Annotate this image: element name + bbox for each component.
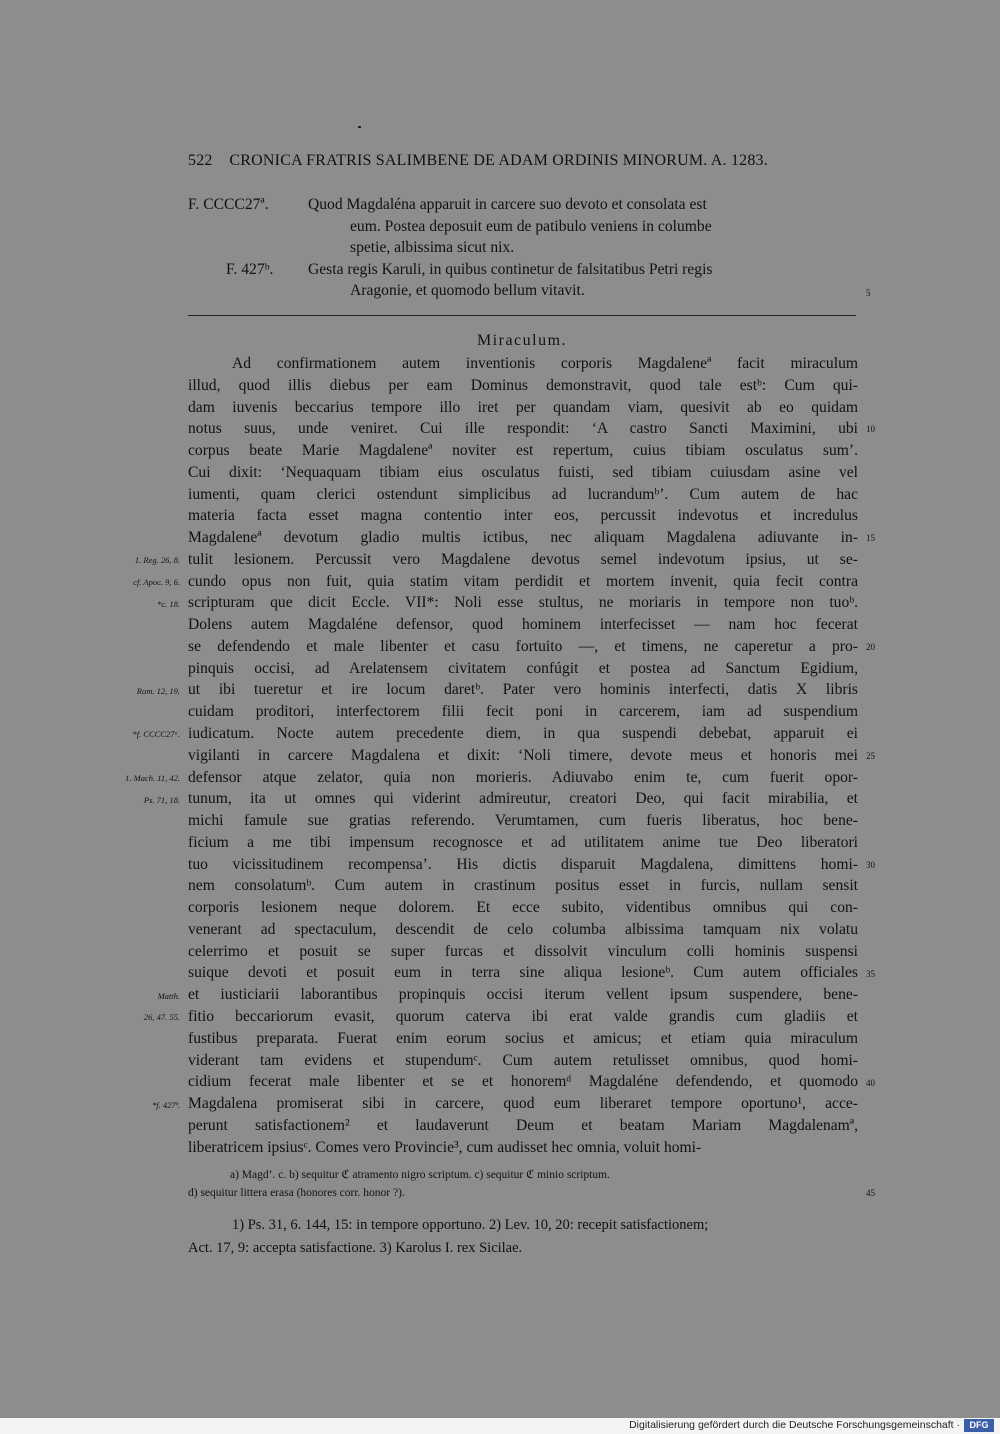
summary-entry	[188, 259, 858, 302]
line-number: 30	[866, 859, 875, 870]
marginal-reference: Matth.	[157, 990, 180, 1001]
apparatus-line: d) sequitur littera erasa (honores corr. honor ?).	[188, 1187, 405, 1199]
line-number: 45	[866, 1188, 875, 1198]
marginal-reference: Ps. 71, 18.	[143, 794, 180, 805]
text-line: Magdaleneª devotum gladio multis ictibus, nec aliquam Magdalena adiuvante in-	[188, 529, 858, 547]
text-line: tunum, ita ut omnes qui viderint admireutur, creatori Deo, qui facit mirabilia, et	[188, 790, 858, 808]
text-line: nem consolatumᵇ. Cum autem in crastinum positus esset in furcis, nullam sensit	[188, 877, 858, 895]
text-line: fitio beccariorum evasit, quorum caterva ibi erat valde grandis cum gladiis et	[188, 1007, 858, 1025]
marginal-reference: *f. CCCC27ᵃ.	[132, 729, 180, 740]
summary-line: spetie, albissima sicut nix.	[350, 239, 515, 257]
line-number: 40	[866, 1077, 875, 1088]
text-line: corpus beate Marie Magdaleneª noviter est repertum, cuius tibiam osculatus sum’.	[188, 442, 858, 460]
text-line: liberatricem ipsiusᶜ. Comes vero Provincie³, cum audisset hec omnia, voluit homi-	[188, 1138, 702, 1156]
text-line: celerrimo et posuit se super furcas et dissolvit vinculum colli hominis suspensi	[188, 942, 858, 960]
marginal-reference: cf. Apoc. 9, 6.	[133, 576, 180, 587]
dfg-logo: DFG	[964, 1419, 994, 1432]
text-line: defensor atque zelator, quia non morieris. Adiuvabo enim te, cum fuerit opor-	[188, 768, 858, 786]
text-line: illud, quod illis diebus per eam Dominus demonstravit, quod tale estᵇ: Cum qui-	[188, 376, 858, 394]
text-line: viderant tam evidens et stupendumᶜ. Cum autem retulisset omnibus, quod homi-	[188, 1051, 858, 1069]
page-number: 522	[188, 152, 213, 169]
line-number: 15	[866, 533, 875, 544]
text-line: materia facta esset magna contentio inter eos, percussit indevotus et incredulus	[188, 507, 858, 525]
summary-text	[308, 194, 858, 259]
line-number: 20	[866, 642, 875, 653]
line-number: 35	[866, 968, 875, 979]
text-line: iudicatum. Nocte autem precedente diem, in qua suspendi debebat, apparuit ei	[188, 725, 858, 743]
section-divider	[188, 315, 856, 316]
text-line: tulit lesionem. Percussit vero Magdalene devotus semel indevotum ipsius, ut se-	[188, 550, 858, 568]
summary-line: eum. Postea deposuit eum de patibulo veniens in columbe	[350, 217, 712, 235]
text-line: Cui dixit: ‘Nequaquam tibiam eius osculatus fuisti, sed tibiam cuiusdam asine vel	[188, 463, 858, 481]
text-line: Magdalena promiserat sibi in carcere, quod eum liberaret tempore oportuno¹, acce-	[188, 1095, 858, 1113]
section-title: Miraculum.	[476, 332, 568, 349]
text-line: ficium a me tibi impensum recognosce et ad utilitatem anime tue Deo liberatori	[188, 833, 858, 851]
text-line: et iusticiarii laborantibus propinquis occisi iterum vellent ipsum suspendere, bene-	[188, 986, 858, 1004]
folio-reference: F. 427ᵇ.	[226, 260, 274, 278]
summary-line: Quod Magdaléna apparuit in carcere suo devoto et consolata est	[308, 196, 707, 213]
text-line: cuidam proditori, interfectorem filii fecit poni in carcerem, iam ad suspendium	[188, 703, 858, 721]
main-text	[188, 353, 858, 1158]
running-header	[188, 152, 768, 170]
marginal-reference: *f. 427ᵇ.	[151, 1099, 180, 1110]
text-line: scripturam que dicit Eccle. VII*: Noli esse stultus, ne moriaris in tempore non tuoᵇ.	[188, 594, 858, 612]
text-line: ut ibi tueretur et ire locum daretᵇ. Pater vero hominis interfecti, datis X libris	[188, 681, 858, 699]
text-line: se defendendo et male libenter et casu fortuito —, et timens, ne caperetur a pro-	[188, 637, 858, 655]
chapter-summaries	[188, 194, 858, 302]
apparatus-line: a) Magd’. c. b) sequitur ℭ atramento nigro scriptum. c) sequitur ℭ minio scriptum.	[230, 1169, 610, 1181]
summary-line: Aragonie, et quomodo bellum vitavit.	[350, 282, 585, 300]
summary-line: Gesta regis Karuli, in quibus continetur de falsitatibus Petri regis	[308, 260, 713, 278]
textual-apparatus	[188, 1166, 858, 1202]
text-line: cundo opus non fuit, quia statim vitam perdidit et mortem invenit, quia fecit contra	[188, 572, 858, 590]
source-note-line: Act. 17, 9: accepta satisfactione. 3) Karolus I. rex Sicilae.	[188, 1239, 523, 1256]
text-line: Dolens autem Magdaléne defensor, quod hominem interfecisset — nam hoc fecerat	[188, 616, 858, 634]
text-line: vigilanti in carcere Magdalena et dixit: ‘Noli timere, devote meus et honoris mei	[188, 746, 858, 764]
marginal-reference: 1. Reg. 26, 8.	[134, 555, 180, 566]
scan-speck	[358, 126, 361, 128]
line-number: 25	[866, 751, 875, 762]
folio-reference: F. CCCC27ª.	[188, 196, 269, 213]
text-line: fustibus preparata. Fuerat enim eorum socius et amicus; et etiam quia miraculum	[188, 1029, 858, 1047]
text-line: cidium fecerat male libenter et se et honoremᵈ Magdaléne defendendo, et quomodo	[188, 1073, 858, 1091]
text-line: pinquis occisi, ad Arelatensem civitatem confúgit et postea ad Sanctum Egidium,	[188, 659, 858, 677]
text-line: notus suus, unde veniret. Cui ille respondit: ‘A castro Sancti Maximini, ubi	[188, 420, 858, 438]
summary-text	[308, 259, 858, 302]
text-line: michi famule sue gratias referendo. Verumtamen, cum fueris liberatus, hoc bene-	[188, 812, 858, 830]
text-line: suique devoti et posuit eum in terra sine aliqua lesioneᵇ. Cum autem officiales	[188, 964, 858, 982]
text-line: perunt satisfactionem² et laudaverunt Deum et beatam Mariam Magdalenamª,	[188, 1116, 858, 1134]
funding-credit: Digitalisierung gefördert durch die Deutsche Forschungsgemeinschaft ·	[629, 1419, 960, 1431]
text-line: venerant ad spectaculum, descendit de celo columba albissima tamquam nix volatu	[188, 920, 858, 938]
marginal-reference: *c. 18.	[157, 598, 180, 609]
text-line: iumenti, quam clerici ostendunt simplicibus ad lucrandumᵇ’. Cum autem de hac	[188, 485, 858, 503]
text-line: tuo vicissitudinem recompensa’. His dictis disparuit Magdalena, dimittens homi-	[188, 855, 858, 873]
source-notes	[188, 1214, 858, 1259]
text-line: corporis lesionem neque dolorem. Et ecce subito, videntibus omnibus qui con-	[188, 899, 858, 917]
marginal-reference: 26, 47. 55.	[143, 1012, 180, 1023]
line-number: 5	[866, 288, 871, 298]
summary-entry	[188, 194, 858, 259]
source-note-line: 1) Ps. 31, 6. 144, 15: in tempore opportuno. 2) Lev. 10, 20: recepit satisfactionem;	[232, 1217, 709, 1233]
text-line: Ad confirmationem autem inventionis corporis Magdaleneª facit miraculum	[232, 355, 858, 372]
marginal-reference: Rom. 12, 19.	[136, 685, 180, 696]
line-number: 10	[866, 424, 875, 435]
running-title: CRONICA FRATRIS SALIMBENE DE ADAM ORDINIS MINORUM. A. 1283.	[229, 152, 768, 169]
marginal-reference: 1. Mach. 11, 42.	[125, 772, 180, 783]
text-line: dam iuvenis beccarius tempore illo iret per quandam viam, quesivit ab eo quidam	[188, 398, 858, 416]
